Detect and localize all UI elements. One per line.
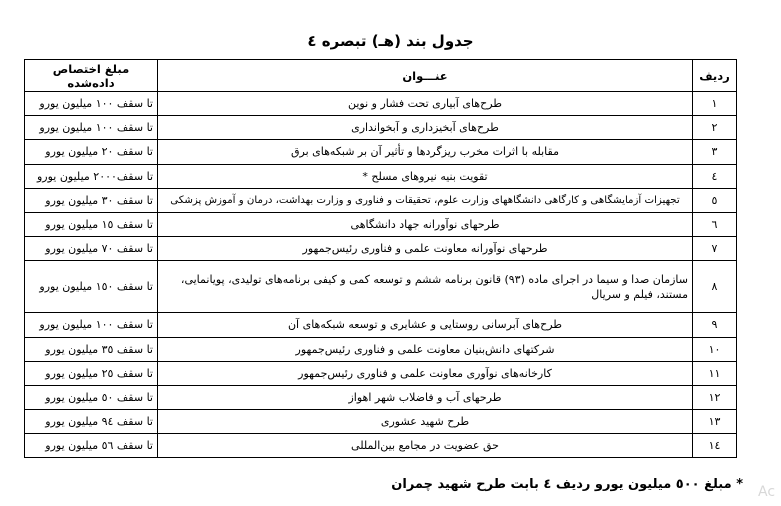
watermark-text: Ac (758, 484, 776, 500)
row-number: ١٢ (693, 385, 737, 409)
row-subject: تجهیزات آزمایشگاهی و کارگاهی دانشگاههای وزارت علوم، تحقیقات و فناوری و وزارت بهداشت، درمان و آموزش پزشکی (158, 188, 693, 212)
row-amount: تا سقف٢٠٠٠ میلیون یورو (25, 164, 158, 188)
table-header-row (25, 60, 737, 92)
header-row-number: ردیف (693, 60, 737, 92)
row-number: ٨ (693, 261, 737, 313)
row-subject: شرکتهای دانش‌بنیان معاونت علمی و فناوری رئیس‌جمهور (158, 337, 693, 361)
table-row (25, 188, 737, 212)
row-amount: تا سقف ٣٥ میلیون یورو (25, 337, 158, 361)
row-subject: طرح‌های آبیاری تحت فشار و نوین (158, 92, 693, 116)
table-row (25, 261, 737, 313)
row-number: ٢ (693, 116, 737, 140)
row-amount: تا سقف ٧٠ میلیون یورو (25, 237, 158, 261)
row-number: ٩ (693, 313, 737, 337)
row-subject: طرح شهید عشوری (158, 410, 693, 434)
row-number: ٣ (693, 140, 737, 164)
row-amount: تا سقف ٥٦ میلیون یورو (25, 434, 158, 458)
table-row (25, 212, 737, 236)
row-subject: طرحهای آب و فاضلاب شهر اهواز (158, 385, 693, 409)
row-amount: تا سقف ٣٠ میلیون یورو (25, 188, 158, 212)
row-amount: تا سقف ١٥٠ میلیون یورو (25, 261, 158, 313)
table-row (25, 434, 737, 458)
row-number: ٧ (693, 237, 737, 261)
row-number: ١٣ (693, 410, 737, 434)
row-subject: تقویت بنیه نیروهای مسلح * (158, 164, 693, 188)
row-subject: کارخانه‌های نوآوری معاونت علمی و فناوری رئیس‌جمهور (158, 361, 693, 385)
row-subject: طرحهای نوآورانه معاونت علمی و فناوری رئیس‌جمهور (158, 237, 693, 261)
row-number: ٦ (693, 212, 737, 236)
table-row (25, 164, 737, 188)
table-row (25, 237, 737, 261)
row-amount: تا سقف ١٠٠ میلیون یورو (25, 92, 158, 116)
table-row (25, 385, 737, 409)
table-row (25, 361, 737, 385)
row-amount: تا سقف ٢٠ میلیون یورو (25, 140, 158, 164)
row-number: ٥ (693, 188, 737, 212)
row-subject: سازمان صدا و سیما در اجرای ماده (٩٣) قانون برنامه ششم و توسعه کمی و کیفی برنامه‌های تولیدی، پویانمایی، مستند، فیلم و سریال (158, 261, 693, 313)
row-number: ١ (693, 92, 737, 116)
row-subject: طرح‌های آبرسانی روستایی و عشایری و توسعه شبکه‌های آن (158, 313, 693, 337)
row-amount: تا سقف ١٥ میلیون یورو (25, 212, 158, 236)
table-row (25, 92, 737, 116)
row-amount: تا سقف ٥٠ میلیون یورو (25, 385, 158, 409)
header-amount: مبلغ اختصاص داده‌شده (25, 60, 158, 92)
row-number: ١٠ (693, 337, 737, 361)
table-row (25, 140, 737, 164)
row-number: ٤ (693, 164, 737, 188)
row-amount: تا سقف ٩٤ میلیون یورو (25, 410, 158, 434)
table-row (25, 313, 737, 337)
table-row (25, 116, 737, 140)
row-subject: طرح‌های آبخیزداری و آبخوانداری (158, 116, 693, 140)
row-subject: طرحهای نوآورانه جهاد دانشگاهی (158, 212, 693, 236)
row-amount: تا سقف ١٠٠ میلیون یورو (25, 313, 158, 337)
header-subject: عنـــوان (158, 60, 693, 92)
document-title: جدول بند (هـ) تبصره ٤ (307, 32, 474, 50)
allocation-table (24, 59, 737, 458)
table-row (25, 410, 737, 434)
row-number: ١١ (693, 361, 737, 385)
row-number: ١٤ (693, 434, 737, 458)
row-amount: تا سقف ٢٥ میلیون یورو (25, 361, 158, 385)
row-subject: مقابله با اثرات مخرب ریزگردها و تأثیر آن بر شبکه‌های برق (158, 140, 693, 164)
footnote: * مبلغ ٥٠٠ میلیون یورو ردیف ٤ بابت طرح شهید چمران (391, 477, 743, 492)
row-amount: تا سقف ١٠٠ میلیون یورو (25, 116, 158, 140)
table-row (25, 337, 737, 361)
row-subject: حق عضویت در مجامع بین‌المللی (158, 434, 693, 458)
